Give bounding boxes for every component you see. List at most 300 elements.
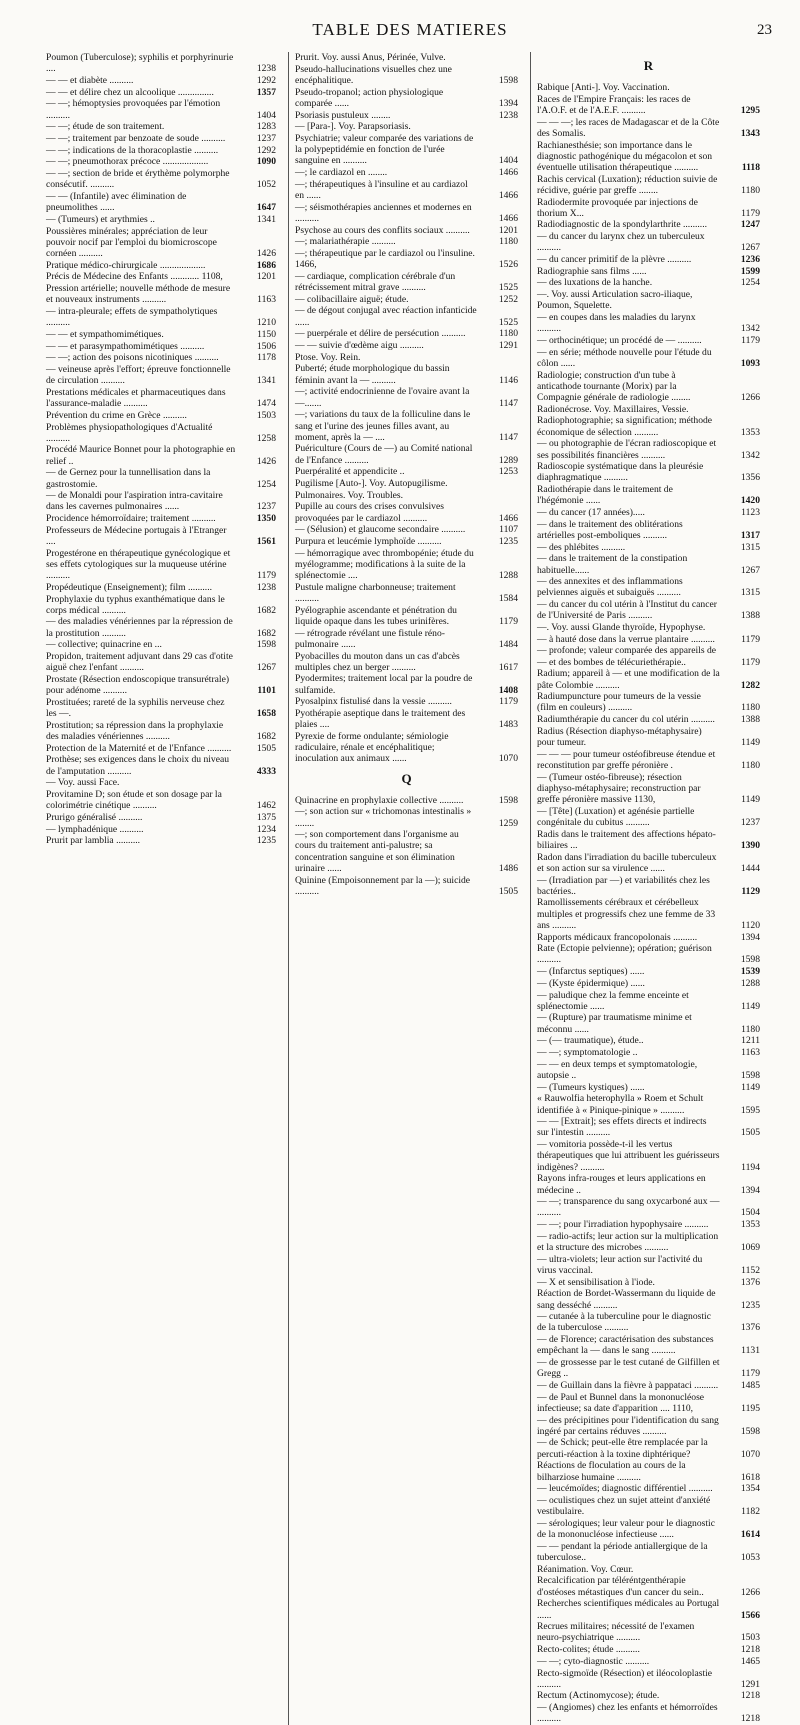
entry-text: Pulmonaires. Voy. Troubles. — [295, 489, 404, 501]
entry-text: — (Irradiation par —) et variabilités chez les bactéries.. — [537, 874, 710, 897]
entry-page-number: 1179 — [257, 570, 276, 582]
entry-text: Réanimation. Voy. Cœur. — [537, 1563, 634, 1575]
index-entry — [537, 966, 760, 977]
page-header — [40, 16, 780, 46]
entry-page-number: 1179 — [741, 207, 760, 219]
entry-page-number: 1235 — [256, 835, 276, 847]
index-entry — [46, 121, 276, 132]
index-entry — [537, 94, 760, 116]
index-entry — [295, 363, 518, 385]
entry-page-number: 1375 — [256, 811, 276, 823]
entry-page-number: 1238 — [498, 109, 518, 121]
index-entry — [295, 696, 518, 707]
entry-page-number: 1394 — [740, 1184, 760, 1196]
entry-page-number: 1237 — [256, 132, 276, 144]
index-entry — [295, 110, 518, 121]
index-entry — [46, 835, 276, 846]
index-entry — [537, 875, 760, 897]
index-entry — [295, 731, 518, 765]
index-entry — [537, 370, 760, 404]
entry-page-number: 1180 — [499, 236, 518, 248]
entry-text: — — et sympathomimétiques. — [46, 328, 164, 340]
entry-text: Pyrexie de forme ondulante; sémiologie radiculaire, rénale et encéphalitique; inoculation aux animaux ...... — [295, 730, 449, 765]
index-entry — [46, 697, 276, 719]
entry-page-number: 1267 — [256, 662, 276, 674]
entry-text: — dans le traitement des oblitérations artérielles post-emboliques .......... — [537, 518, 683, 541]
entry-text: Pratique médico-chirurgicale ................... — [46, 259, 206, 271]
entry-page-number: 1259 — [498, 817, 518, 829]
index-column-2 — [288, 52, 518, 1725]
entry-page-number: 1462 — [256, 800, 276, 812]
index-entry — [295, 478, 518, 489]
entry-page-number: 1131 — [741, 1345, 760, 1357]
entry-page-number: 1350 — [256, 513, 276, 525]
index-entry — [537, 1668, 760, 1690]
page-number: 23 — [757, 22, 772, 38]
index-entry — [295, 167, 518, 178]
index-entry — [46, 191, 276, 213]
entry-page-number: 1238 — [256, 63, 276, 75]
index-entry — [46, 594, 276, 616]
entry-page-number: 1070 — [740, 1448, 760, 1460]
entry-page-number: 1291 — [740, 1678, 760, 1690]
entry-text: Prophylaxie du typhus exanthématique dans le corps médical .......... — [46, 593, 225, 616]
entry-text: Propédeutique (Enseignement); film .......... — [46, 581, 212, 593]
entry-text: — du cancer du col utérin à l'Institut du cancer de l'Université de Paris .......... — [537, 599, 717, 622]
index-entry — [46, 226, 276, 260]
entry-page-number: 1070 — [498, 753, 518, 765]
entry-page-number: 1179 — [499, 696, 518, 708]
section-letter: R — [643, 58, 654, 73]
entry-page-number: 1292 — [256, 144, 276, 156]
entry-page-number: 1146 — [499, 374, 518, 386]
entry-page-number: 1179 — [741, 334, 760, 346]
entry-text: Recto-sigmoïde (Résection) et iléocoloplastie .......... — [537, 1667, 713, 1690]
entry-text: Précis de Médecine des Enfants ............ 1108, — [46, 271, 223, 283]
entry-page-number: 1218 — [740, 1713, 760, 1725]
entry-page-number: 1618 — [740, 1471, 760, 1483]
index-entry — [537, 1460, 760, 1482]
entry-text: Prothèse; ses exigences dans le choix du niveau de l'amputation .......... — [46, 754, 230, 777]
entry-text: —; séismothérapies anciennes et modernes en .......... — [295, 201, 472, 224]
entry-text: — colibacillaire aiguë; étude. — [295, 293, 409, 305]
index-entry — [46, 98, 276, 120]
entry-page-number: 1474 — [256, 398, 276, 410]
index-entry — [537, 1231, 760, 1253]
entry-text: Purpura et leucémie lymphoïde .......... — [295, 536, 442, 548]
index-entry — [537, 335, 760, 346]
entry-text: — ultra-violets; leur action sur l'activité du virus vaccinal. — [537, 1253, 703, 1276]
entry-page-number: 1566 — [740, 1609, 760, 1621]
entry-text: — sérologiques; leur valeur pour le diagnostic de la mononucléose infectieuse ...... — [537, 1517, 715, 1541]
entry-page-number: 1466 — [498, 189, 518, 201]
entry-page-number: 1235 — [498, 536, 518, 548]
entry-text: Recrues militaires; nécessité de l'examen neuro-psychiatrique .......... — [537, 1621, 695, 1644]
entry-text: —. Voy. aussi Glande thyroïde, Hypophyse. — [537, 622, 706, 634]
index-entry — [295, 133, 518, 167]
entry-page-number: 1617 — [498, 661, 518, 673]
entry-text: — — et parasympathomimétiques .......... — [46, 340, 205, 352]
entry-text: Radium; appareil à — et une modification de la pâte Colombie .......... — [537, 668, 720, 691]
entry-text: — — et délire chez un alcoolique ............... — [46, 86, 214, 98]
index-entry — [295, 628, 518, 650]
entry-page-number: 1053 — [740, 1552, 760, 1563]
entry-page-number: 1466 — [498, 212, 518, 224]
index-entry — [537, 1288, 760, 1310]
entry-text: Rachianesthésie; son importance dans le diagnostic pathogénique du mégacolon et son éventuelle utilisation thérapeutique .......... — [537, 139, 713, 173]
entry-text: Prurigo généralisé .......... — [46, 811, 143, 823]
index-entry — [46, 616, 276, 638]
entry-text: Radiothérapie dans le traitement de l'hégémonie ...... — [537, 484, 673, 507]
entry-text: Radiodermite provoquée par injections de thorium X... — [537, 196, 698, 219]
entry-text: Rabique [Anti-]. Voy. Vaccination. — [537, 82, 670, 93]
entry-page-number: 1483 — [498, 719, 518, 731]
entry-page-number: 1647 — [256, 202, 276, 214]
index-entry — [46, 133, 276, 144]
entry-text: —; variations du taux de la folliculine dans le sang et l'urine des jeunes filles avant, au moment, après la — .... — [295, 409, 471, 443]
entry-page-number: 1289 — [498, 454, 518, 466]
index-entry — [295, 795, 518, 806]
entry-page-number: 1218 — [740, 1690, 760, 1702]
entry-text: Prostitution; sa répression dans la prophylaxie des maladies vénériennes .......... — [46, 719, 224, 742]
entry-page-number: 1179 — [741, 1368, 760, 1380]
entry-page-number: 1288 — [740, 977, 760, 989]
entry-text: Prestations médicales et pharmaceutiques dans l'assurance-maladie .......... — [46, 386, 226, 410]
entry-text: Pugilisme [Auto-]. Voy. Autopugilisme. — [295, 478, 448, 490]
entry-page-number: 1598 — [256, 639, 276, 651]
index-entry — [537, 634, 760, 645]
entry-page-number: 1506 — [256, 340, 276, 352]
entry-text: Recalcification par téléréntgenthérapie d'ostéoses métastiques d'un cancer du sein.. — [537, 1575, 704, 1598]
entry-text: —; son action sur « trichomonas intestinalis » ........ — [295, 806, 472, 829]
index-entry — [46, 410, 276, 421]
index-entry — [537, 82, 760, 93]
entry-page-number: 1152 — [741, 1264, 760, 1276]
entry-page-number: 1525 — [498, 316, 518, 328]
index-entry — [295, 179, 518, 201]
index-entry — [537, 1035, 760, 1046]
entry-text: — veineuse après l'effort; épreuve fonctionnelle de circulation .......... — [46, 363, 231, 387]
entry-text: — de Paul et Bunnel dans la mononucléose infectieuse; sa date d'apparition .... 1110, — [537, 1391, 705, 1414]
index-entry — [537, 231, 760, 253]
entry-text: Professeurs de Médecine portugais à l'Etranger .... — [46, 524, 227, 548]
index-entry — [537, 1059, 760, 1081]
index-entry — [295, 875, 518, 897]
index-entry — [46, 444, 276, 466]
entry-page-number: 1295 — [740, 104, 760, 116]
entry-page-number: 1388 — [740, 610, 760, 622]
index-entry — [46, 812, 276, 823]
entry-page-number: 1408 — [498, 684, 518, 696]
index-entry — [295, 121, 518, 132]
index-entry — [46, 306, 276, 328]
entry-page-number: 1614 — [740, 1529, 760, 1541]
entry-text: Quinacrine en prophylaxie collective .......... — [295, 794, 464, 806]
entry-text: — de Monaldi pour l'aspiration intra-cavitaire dans les cavernes pulmonaires ...... — [46, 490, 223, 513]
entry-text: Pyobacilles du mouton dans un cas d'abcès multiples chez un berger .......... — [295, 650, 460, 673]
entry-page-number: 1201 — [498, 224, 518, 236]
index-entry — [295, 501, 518, 523]
index-entry — [537, 507, 760, 518]
entry-page-number: 1069 — [740, 1242, 760, 1254]
entry-page-number: 1376 — [740, 1276, 760, 1288]
index-entry — [46, 639, 276, 650]
entry-text: — — (Infantile) avec élimination de pneumolithes ...... — [46, 190, 187, 214]
entry-text: Prévention du crime en Grèce .......... — [46, 409, 187, 421]
index-entry — [537, 1690, 760, 1701]
entry-page-number: 1504 — [740, 1207, 760, 1219]
index-entry — [537, 1277, 760, 1288]
entry-page-number: 1465 — [740, 1655, 760, 1667]
index-entry — [537, 714, 760, 725]
entry-text: — —; hémoptysies provoquées par l'émotion .......... — [46, 98, 221, 121]
entry-text: Procédé Maurice Bonnet pour la photographie en relief .. — [46, 444, 236, 467]
entry-text: Rayons infra-rouges et leurs applications en médecine .. — [537, 1173, 706, 1196]
entry-text: — du cancer primitif de la plèvre .......... — [537, 254, 692, 266]
index-entry — [537, 668, 760, 690]
index-entry — [537, 1047, 760, 1058]
entry-page-number: 1426 — [256, 455, 276, 467]
index-entry — [46, 548, 276, 582]
entry-page-number: 1682 — [256, 730, 276, 742]
entry-page-number: 1129 — [741, 885, 760, 897]
entry-page-number: 1420 — [740, 495, 760, 507]
entry-text: Puériculture (Cours de —) au Comité national de l'Enfance .......... — [295, 443, 473, 466]
entry-page-number: 1254 — [256, 478, 276, 490]
entry-page-number: 1484 — [498, 638, 518, 650]
entry-page-number: 1182 — [741, 1506, 760, 1518]
entry-page-number: 1267 — [740, 242, 760, 254]
entry-text: —; son comportement dans l'organisme au cours du traitement anti-palustre; sa concentration sanguine et son élimination urinaire ...... — [295, 829, 459, 874]
index-entry — [295, 236, 518, 247]
entry-page-number: 1686 — [256, 259, 276, 271]
entry-text: — — et diabète .......... — [46, 74, 134, 86]
index-entry — [46, 743, 276, 754]
entry-page-number: 1149 — [741, 794, 760, 806]
index-entry — [46, 754, 276, 776]
entry-text: — cutanée à la tuberculine pour le diagnostic de la tuberculose .......... — [537, 1311, 711, 1334]
entry-page-number: 1163 — [257, 294, 276, 306]
index-entry — [537, 852, 760, 874]
entry-text: — collective; quinacrine en ... — [46, 639, 162, 651]
index-entry — [46, 352, 276, 363]
entry-text: — (Infarctus septiques) ...... — [537, 966, 645, 978]
entry-text: Psychiatrie; valeur comparée des variations de la polypeptidémie en fonction de l'urée sanguine en .......... — [295, 132, 474, 167]
entry-page-number: 1341 — [256, 375, 276, 387]
index-entry — [46, 513, 276, 524]
index-entry — [295, 352, 518, 363]
index-entry — [537, 347, 760, 369]
index-entry — [537, 438, 760, 460]
entry-page-number: 1210 — [256, 317, 276, 329]
entry-text: — (Tumeurs) et arythmies .. — [46, 213, 155, 225]
entry-page-number: 1180 — [741, 1023, 760, 1035]
entry-page-number: 1090 — [256, 156, 276, 168]
entry-text: Radiographie sans films ...... — [537, 265, 647, 277]
entry-page-number: 1466 — [498, 167, 518, 179]
index-entry — [537, 1254, 760, 1276]
index-entry — [537, 806, 760, 828]
entry-text: Radiumpuncture pour tumeurs de la vessie (film en couleurs) .......... — [537, 691, 701, 714]
entry-text: Rectum (Actinomycose); étude. — [537, 1690, 660, 1702]
entry-page-number: 1342 — [740, 449, 760, 461]
index-entry — [537, 312, 760, 334]
entry-text: — —; section de bride et érythème polymorphe consécutif. .......... — [46, 168, 230, 191]
entry-text: — des précipitines pour l'identification du sang ingéré par certains réduves .......... — [537, 1414, 719, 1437]
index-entry — [295, 340, 518, 351]
entry-text: — — en deux temps et symptomatologie, autopsie .. — [537, 1058, 698, 1081]
entry-text: Progestérone en thérapeutique gynécologique et ses effets cytologiques sur la muqueuse utérine .......... — [46, 547, 231, 582]
index-entry — [295, 305, 518, 327]
index-entry — [295, 64, 518, 86]
entry-page-number: 1093 — [740, 357, 760, 369]
entry-text: Radon dans l'irradiation du bacille tuberculeux et son action sur sa virulence ...... — [537, 851, 717, 874]
index-entry — [537, 1357, 760, 1379]
index-entry — [537, 1702, 760, 1724]
entry-page-number: 1315 — [740, 587, 760, 599]
index-entry — [537, 576, 760, 598]
entry-text: Problèmes physiopathologiques d'Actualité .......... — [46, 421, 213, 444]
entry-text: — (Angiomes) chez les enfants et hémorroïdes .......... — [537, 1702, 718, 1725]
index-column-3 — [530, 52, 760, 1725]
entry-page-number: 1180 — [741, 184, 760, 196]
index-entry — [537, 1483, 760, 1494]
index-entry — [295, 52, 518, 63]
entry-page-number: 1218 — [740, 1644, 760, 1656]
entry-text: — des annexites et des inflammations pelviennes aiguës et subaiguës .......... — [537, 576, 683, 599]
entry-page-number: 1147 — [499, 397, 518, 409]
entry-text: Réactions de floculation au cours de la bilharziose humaine .......... — [537, 1460, 686, 1483]
entry-text: Radiophotographie; sa signification; méthode économique de sélection .......... — [537, 415, 713, 438]
entry-text: — de Florence; caractérisation des substances empêchant la — dans le sang .......... — [537, 1334, 714, 1357]
index-entry — [537, 1598, 760, 1620]
entry-page-number: 1505 — [256, 742, 276, 754]
entry-text: — —; action des poisons nicotiniques .......... — [46, 352, 219, 364]
entry-text: Quinine (Empoisonnement par la —); suicide .......... — [295, 874, 471, 897]
index-entry — [537, 553, 760, 575]
entry-page-number: 1390 — [740, 839, 760, 851]
entry-text: — (Sélusion) et glaucome secondaire .......... — [295, 524, 466, 536]
entry-page-number: 1283 — [256, 121, 276, 133]
index-entry — [537, 1437, 760, 1459]
entry-page-number: 1201 — [256, 271, 276, 283]
entry-page-number: 1120 — [741, 919, 760, 931]
entry-page-number: 1282 — [740, 679, 760, 691]
entry-text: — —; pneumothorax précoce ................... — [46, 156, 209, 168]
index-entry — [46, 777, 276, 788]
entry-text: — —; étude de son traitement. — [46, 121, 165, 133]
index-entry — [537, 1116, 760, 1138]
index-entry — [295, 806, 518, 828]
entry-page-number: 1598 — [740, 1069, 760, 1081]
entry-text: —; activité endocrinienne de l'ovaire avant la —....... — [295, 386, 470, 409]
index-entry — [537, 691, 760, 713]
entry-page-number: 1247 — [740, 219, 760, 231]
entry-page-number: 1194 — [741, 1161, 760, 1173]
entry-text: Réaction de Bordet-Wassermann du liquide de sang desséché .......... — [537, 1288, 716, 1311]
entry-text: Prurit. Voy. aussi Anus, Périnée, Vulve. — [295, 52, 446, 63]
index-entry — [537, 415, 760, 437]
entry-text: — puerpérale et délire de persécution .......... — [295, 328, 466, 340]
entry-text: Rate (Ectopie pelvienne); opération; guérison .......... — [537, 943, 712, 966]
index-entry — [295, 582, 518, 604]
entry-page-number: 1598 — [740, 954, 760, 966]
page-title: TABLE DES MATIERES — [312, 20, 508, 39]
index-entry — [537, 277, 760, 288]
entry-page-number: 1291 — [498, 340, 518, 352]
index-entry — [46, 525, 276, 547]
index-entry — [537, 726, 760, 748]
index-entry — [46, 341, 276, 352]
index-entry — [537, 1173, 760, 1195]
index-entry — [46, 145, 276, 156]
entry-text: Recto-colites; étude .......... — [537, 1644, 640, 1656]
entry-text: — — pendant la période antiallergique de la tuberculose.. — [537, 1540, 708, 1563]
entry-page-number: 1178 — [257, 352, 276, 364]
entry-text: — — [Extrait]; ses effets directs et indirects sur l'intestin .......... — [537, 1116, 707, 1139]
index-entry — [537, 404, 760, 415]
entry-text: —. Voy. aussi Articulation sacro-iliaque, Poumon, Squelette. — [537, 289, 693, 312]
entry-text: — profonde; valeur comparée des appareils de — et des bombes de télécuriethérapie.. — [537, 645, 717, 668]
entry-text: Pseudo-tropanol; action physiologique comparée ...... — [295, 86, 444, 109]
entry-text: Procidence hémorroïdaire; traitement .......... — [46, 513, 216, 525]
index-entry — [295, 651, 518, 673]
index-entry — [295, 225, 518, 236]
entry-page-number: 1252 — [498, 293, 518, 305]
entry-page-number: 1123 — [741, 507, 760, 519]
entry-page-number: 1486 — [498, 862, 518, 874]
entry-text: Radius (Résection diaphyso-métaphysaire) pour tumeur. — [537, 725, 702, 749]
index-entry — [46, 387, 276, 409]
index-entry — [46, 214, 276, 225]
entry-page-number: 1354 — [740, 1483, 760, 1495]
entry-page-number: 1195 — [741, 1402, 760, 1414]
entry-text: Radioscopie systématique dans la pleurésie diaphragmatique .......... — [537, 461, 704, 484]
entry-text: — —; symptomatologie .. — [537, 1047, 638, 1059]
entry-page-number: 1561 — [256, 536, 276, 548]
entry-text: — —; cyto-diagnostic .......... — [537, 1655, 650, 1667]
entry-text: — de Gernez pour la tunnellisation dans la gastrostomie. — [46, 467, 211, 490]
index-entry — [537, 897, 760, 931]
index-entry — [537, 174, 760, 196]
index-entry — [537, 645, 760, 667]
entry-page-number: 1101 — [257, 685, 276, 697]
entry-page-number: 1357 — [256, 86, 276, 98]
entry-text: — — suivie d'œdème aigu .......... — [295, 340, 424, 352]
index-entry — [537, 254, 760, 265]
entry-page-number: 1179 — [741, 656, 760, 668]
entry-text: Pustule maligne charbonneuse; traitement .......... — [295, 581, 456, 605]
index-entry — [295, 548, 518, 582]
index-entry — [537, 932, 760, 943]
entry-text: Pupille au cours des crises convulsives provoquées par le cardiazol .......... — [295, 501, 444, 524]
entry-text: — —; traitement par benzoate de soude .......... — [46, 132, 226, 144]
index-entry — [537, 1219, 760, 1230]
entry-text: — [Tête] (Luxation) et agénésie partielle congénitale du cubitus .......... — [537, 805, 695, 828]
index-entry — [537, 519, 760, 541]
index-entry — [295, 248, 518, 270]
index-entry — [46, 720, 276, 742]
index-entry — [46, 87, 276, 98]
index-entry — [537, 461, 760, 483]
entry-page-number: 1598 — [498, 74, 518, 86]
entry-page-number: 1658 — [256, 708, 276, 720]
index-entry — [537, 772, 760, 806]
entry-text: — — —; les races de Madagascar et de la Côte des Somalis. — [537, 116, 720, 139]
entry-text: — (Kyste épidermique) ...... — [537, 977, 645, 989]
entry-text: Protection de la Maternité et de l'Enfance .......... — [46, 742, 232, 754]
index-entry — [537, 1392, 760, 1414]
